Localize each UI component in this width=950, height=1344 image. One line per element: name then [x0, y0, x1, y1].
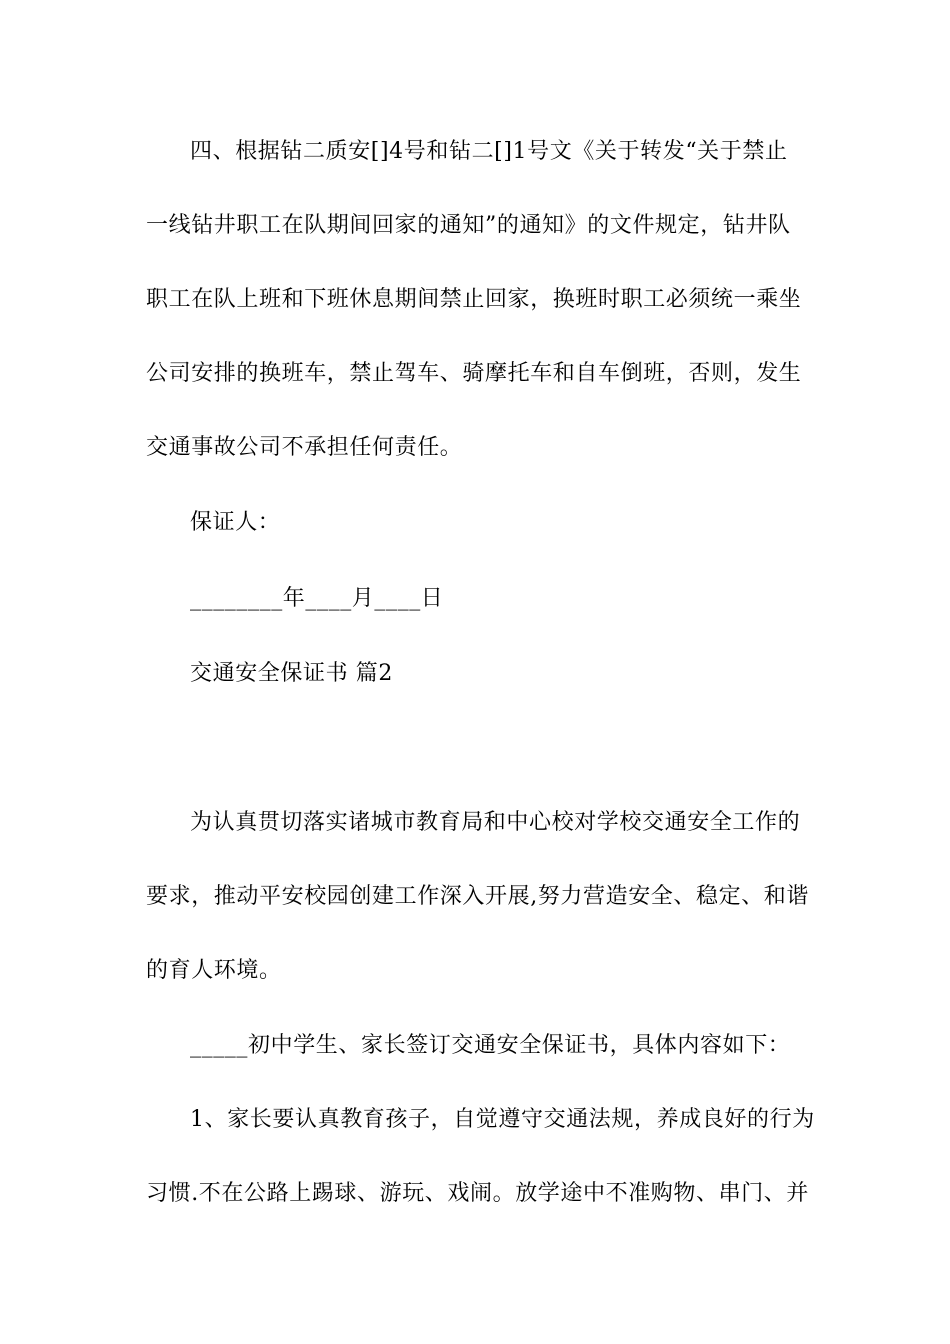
- paragraph-line: 交通事故公司不承担任何责任。: [146, 435, 463, 460]
- paragraph-line: 四、根据钻二质安[]4号和钻二[]1号文《关于转发“关于禁止: [190, 139, 788, 164]
- paragraph-line: 要求，推动平安校园创建工作深入开展,努力营造安全、稳定、和谐: [146, 884, 809, 909]
- paragraph-line: 的育人环境。: [146, 958, 282, 983]
- list-item-line: 习惯.不在公路上踢球、游玩、戏闹。放学途中不准购物、串门、并: [146, 1181, 809, 1206]
- section-heading: 交通安全保证书 篇2: [190, 661, 393, 686]
- date-line: ________年____月____日: [190, 586, 444, 611]
- signing-line: _____初中学生、家长签订交通安全保证书，具体内容如下：: [190, 1033, 791, 1058]
- paragraph-line: 公司安排的换班车，禁止驾车、骑摩托车和自车倒班，否则，发生: [146, 361, 802, 386]
- paragraph-line: 一线钻井职工在队期间回家的通知”的通知》的文件规定，钻井队: [146, 213, 791, 238]
- list-item-line: 1、家长要认真教育孩子，自觉遵守交通法规，养成良好的行为: [190, 1107, 815, 1132]
- paragraph-line: 为认真贯切落实诸城市教育局和中心校对学校交通安全工作的: [190, 810, 801, 835]
- paragraph-line: 职工在队上班和下班休息期间禁止回家，换班时职工必须统一乘坐: [146, 287, 802, 312]
- guarantor-label: 保证人：: [190, 510, 281, 535]
